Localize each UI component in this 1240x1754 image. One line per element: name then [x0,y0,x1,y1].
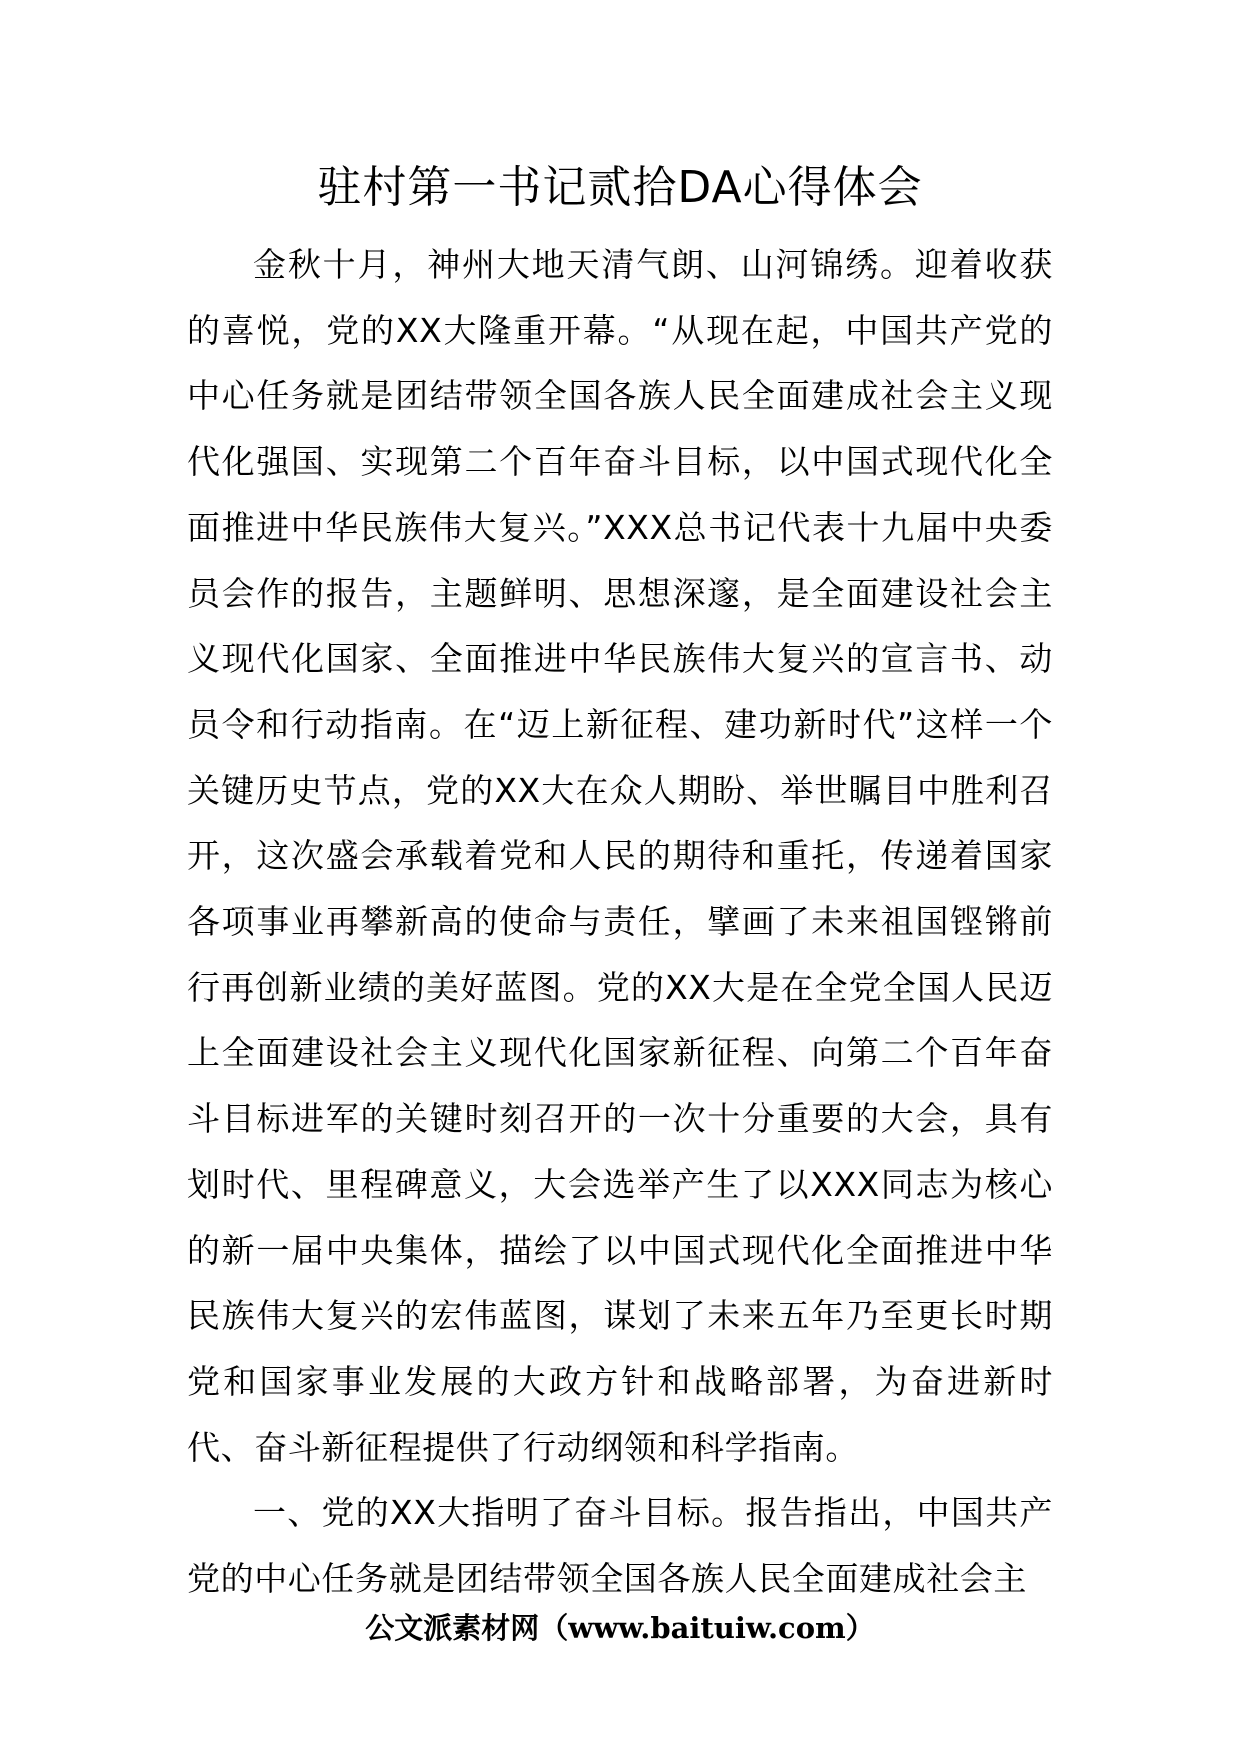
document-body [187,232,1053,1612]
document-title: 驻村第一书记贰拾DA心得体会 [317,162,923,213]
footer-source: 公文派素材网（www.baituiw.com） [365,1611,875,1645]
paragraph-intro: 金秋十月，神州大地天清气朗、山河锦绣。迎着收获的喜悦，党的XX大隆重开幕。“从现在起，中国共产党的中心任务就是团结带领全国各族人民全面建成社会主义现代化强国、实现第二个百年奋斗目标，以中国式现代化全面推进中华民族伟大复兴。”XXX总书记代表十九届中央委员会作的报告，主题鲜明、思想深邃，是全面建设社会主义现代化国家、全面推进中华民族伟大复兴的宣言书、动员令和行动指南。在“迈上新征程、建功新时代”这样一个关键历史节点，党的XX大在众人期盼、举世瞩目中胜利召开，这次盛会承载着党和人民的期待和重托，传递着国家各项事业再攀新高的使命与责任，擘画了未来祖国铿锵前行再创新业绩的美好蓝图。党的XX大是在全党全国人民迈上全面建设社会主义现代化国家新征程、向第二个百年奋斗目标进军的关键时刻召开的一次十分重要的大会，具有划时代、里程碑意义，大会选举产生了以XXX同志为核心的新一届中央集体，描绘了以中国式现代化全面推进中华民族伟大复兴的宏伟蓝图，谋划了未来五年乃至更长时期党和国家事业发展的大政方针和战略部署，为奋进新时代、奋斗新征程提供了行动纲领和科学指南。 [187,245,1053,1467]
paragraph-section-one: 一、党的XX大指明了奋斗目标。报告指出，中国共产党的中心任务就是团结带领全国各族人民全面建成社会主 [187,1493,1053,1599]
